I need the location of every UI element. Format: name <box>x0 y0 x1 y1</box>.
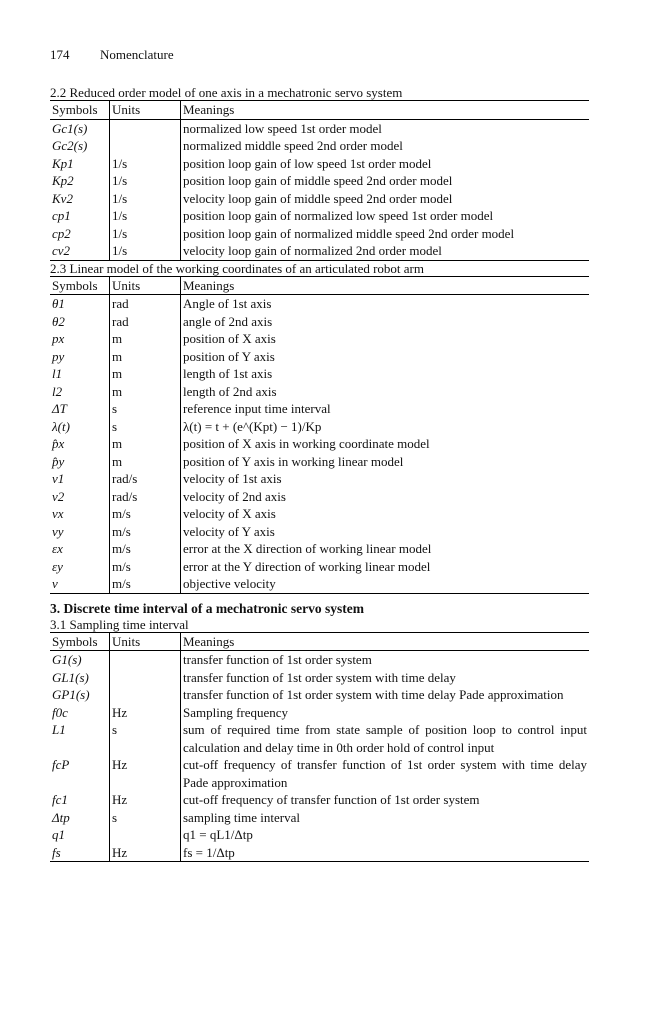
unit-cell: Hz <box>110 791 181 809</box>
symbol-cell: fs <box>50 844 110 862</box>
unit-cell: Hz <box>110 844 181 862</box>
meaning-cell: fs = 1/Δtp <box>183 844 235 860</box>
meaning-cell: transfer function of 1st order system with time delay Pade approximation <box>183 687 564 702</box>
column-header: Symbols <box>50 632 110 651</box>
symbol-cell: vy <box>50 523 110 541</box>
meaning-cell: velocity loop gain of normalized 2nd order model <box>183 243 442 258</box>
table-row <box>50 523 589 541</box>
symbol-cell: v <box>50 575 110 593</box>
unit-cell: rad <box>110 313 181 331</box>
table-row <box>50 225 589 243</box>
table-row <box>50 453 589 471</box>
symbol-cell: Gc1(s) <box>50 119 110 137</box>
symbol-cell: f0c <box>50 704 110 722</box>
unit-cell: 1/s <box>110 155 181 173</box>
table-row <box>50 721 589 756</box>
unit-cell: m/s <box>110 523 181 541</box>
symbol-cell: py <box>50 348 110 366</box>
page-header <box>50 47 174 63</box>
meaning-cell: reference input time interval <box>183 401 331 416</box>
meaning-cell: sampling time interval <box>183 809 300 825</box>
table-row <box>50 348 589 366</box>
unit-cell: m <box>110 365 181 383</box>
symbol-cell: p̂x <box>50 435 110 453</box>
column-header: Meanings <box>181 276 590 295</box>
table-row <box>50 119 589 137</box>
symbol-cell: G1(s) <box>50 651 110 669</box>
column-header: Meanings <box>181 632 590 651</box>
table-row <box>50 383 589 401</box>
table-row <box>50 365 589 383</box>
unit-cell: rad/s <box>110 470 181 488</box>
meaning-cell: velocity of 2nd axis <box>183 488 286 504</box>
unit-cell: m <box>110 435 181 453</box>
unit-cell: s <box>110 809 181 827</box>
meaning-cell: position loop gain of low speed 1st order model <box>183 155 432 171</box>
column-header: Units <box>110 101 181 120</box>
table-row <box>50 826 589 844</box>
meaning-cell: normalized middle speed 2nd order model <box>183 138 403 153</box>
unit-cell: m/s <box>110 540 181 558</box>
symbol-cell: Δtp <box>50 809 110 827</box>
table-row <box>50 686 589 704</box>
table-row <box>50 809 589 827</box>
table-header-row <box>50 632 589 651</box>
symbol-cell: θ2 <box>50 313 110 331</box>
symbol-cell: l2 <box>50 383 110 401</box>
nomenclature-table <box>50 100 589 261</box>
column-header: Symbols <box>50 276 110 295</box>
table-header-row <box>50 101 589 120</box>
nomenclature-table <box>50 632 589 863</box>
symbol-cell: v2 <box>50 488 110 506</box>
unit-cell: m <box>110 330 181 348</box>
meaning-cell: position of Y axis in working linear model <box>183 453 404 469</box>
unit-cell: m/s <box>110 558 181 576</box>
meaning-cell: q1 = qL1/Δtp <box>183 827 253 842</box>
nomenclature-table <box>50 276 589 594</box>
table-row <box>50 295 589 313</box>
symbol-cell: cv2 <box>50 242 110 260</box>
symbol-cell: θ1 <box>50 295 110 313</box>
meaning-cell: position loop gain of normalized middle speed 2nd order model <box>183 225 515 241</box>
unit-cell: m/s <box>110 575 181 593</box>
table-row <box>50 756 589 791</box>
meaning-cell: velocity of X axis <box>183 506 276 521</box>
meaning-cell: normalized low speed 1st order model <box>183 120 382 136</box>
table-row <box>50 651 589 669</box>
table-row <box>50 575 589 593</box>
table-row <box>50 418 589 436</box>
meaning-cell: Sampling frequency <box>183 704 289 720</box>
meaning-cell: transfer function of 1st order system with time delay <box>183 669 456 685</box>
meaning-cell: position of X axis <box>183 331 276 346</box>
table-row <box>50 669 589 687</box>
table-row <box>50 704 589 722</box>
symbol-cell: εx <box>50 540 110 558</box>
meaning-cell: velocity loop gain of middle speed 2nd order model <box>183 190 453 206</box>
symbol-cell: fcP <box>50 756 110 791</box>
unit-cell: m <box>110 383 181 401</box>
symbol-cell: cp2 <box>50 225 110 243</box>
table-row <box>50 172 589 190</box>
symbol-cell: fc1 <box>50 791 110 809</box>
chapter-title: 3. Discrete time interval of a mechatronic servo system <box>50 600 365 616</box>
table-row <box>50 155 589 173</box>
symbol-cell: GP1(s) <box>50 686 110 704</box>
unit-cell: Hz <box>110 704 181 722</box>
table-row <box>50 844 589 862</box>
symbol-cell: λ(t) <box>50 418 110 436</box>
section-title: 3.1 Sampling time interval <box>50 616 189 632</box>
column-header: Symbols <box>50 101 110 120</box>
meaning-cell: length of 1st axis <box>183 366 273 381</box>
page-number: 174 <box>50 47 70 62</box>
symbol-cell: GL1(s) <box>50 669 110 687</box>
unit-cell: Hz <box>110 756 181 791</box>
symbol-cell: px <box>50 330 110 348</box>
running-title: Nomenclature <box>100 47 174 62</box>
meaning-cell: position loop gain of normalized low speed 1st order model <box>183 208 494 223</box>
meaning-cell: error at the Y direction of working linear model <box>183 558 431 574</box>
symbol-cell: q1 <box>50 826 110 844</box>
table-row <box>50 190 589 208</box>
unit-cell: m/s <box>110 505 181 523</box>
column-header: Units <box>110 632 181 651</box>
table-header-row <box>50 276 589 295</box>
meaning-cell: velocity of 1st axis <box>183 471 282 486</box>
meaning-cell: length of 2nd axis <box>183 383 277 399</box>
unit-cell: s <box>110 400 181 418</box>
meaning-cell: velocity of Y axis <box>183 523 275 539</box>
symbol-cell: cp1 <box>50 207 110 225</box>
table-row <box>50 791 589 809</box>
meaning-cell: cut-off frequency of transfer function of 1st order system with time delay Pade approximation <box>183 757 587 790</box>
table-row <box>50 242 589 260</box>
symbol-cell: p̂y <box>50 453 110 471</box>
symbol-cell: ΔT <box>50 400 110 418</box>
unit-cell <box>110 651 181 669</box>
unit-cell: s <box>110 721 181 756</box>
unit-cell <box>110 669 181 687</box>
symbol-cell: l1 <box>50 365 110 383</box>
symbol-cell: v1 <box>50 470 110 488</box>
table-row <box>50 330 589 348</box>
unit-cell: 1/s <box>110 172 181 190</box>
symbol-cell: Kp2 <box>50 172 110 190</box>
unit-cell: 1/s <box>110 242 181 260</box>
symbol-cell: Kp1 <box>50 155 110 173</box>
column-header: Units <box>110 276 181 295</box>
table-row <box>50 488 589 506</box>
table-row <box>50 558 589 576</box>
nomenclature-content <box>50 85 589 862</box>
symbol-cell: L1 <box>50 721 110 756</box>
unit-cell: rad <box>110 295 181 313</box>
symbol-cell: vx <box>50 505 110 523</box>
meaning-cell: objective velocity <box>183 576 276 591</box>
unit-cell: m <box>110 453 181 471</box>
unit-cell: 1/s <box>110 190 181 208</box>
section-title: 2.3 Linear model of the working coordinates of an articulated robot arm <box>50 260 424 276</box>
table-row <box>50 470 589 488</box>
unit-cell: 1/s <box>110 207 181 225</box>
meaning-cell: λ(t) = t + (e^(Kpt) − 1)/Kp <box>183 418 322 434</box>
unit-cell: rad/s <box>110 488 181 506</box>
meaning-cell: transfer function of 1st order system <box>183 652 372 667</box>
symbol-cell: Kv2 <box>50 190 110 208</box>
column-header: Meanings <box>181 101 590 120</box>
symbol-cell: εy <box>50 558 110 576</box>
table-row <box>50 207 589 225</box>
table-row <box>50 505 589 523</box>
unit-cell <box>110 686 181 704</box>
table-row <box>50 540 589 558</box>
unit-cell <box>110 119 181 137</box>
meaning-cell: sum of required time from state sample of position loop to control input calculation and delay time in 0th order hold of control input <box>183 722 587 755</box>
symbol-cell: Gc2(s) <box>50 137 110 155</box>
unit-cell: m <box>110 348 181 366</box>
meaning-cell: Angle of 1st axis <box>183 296 272 311</box>
table-row <box>50 400 589 418</box>
meaning-cell: angle of 2nd axis <box>183 313 273 329</box>
meaning-cell: position of Y axis <box>183 348 275 364</box>
unit-cell: s <box>110 418 181 436</box>
meaning-cell: position of X axis in working coordinate model <box>183 436 430 451</box>
meaning-cell: cut-off frequency of transfer function of 1st order system <box>183 792 480 807</box>
meaning-cell: error at the X direction of working linear model <box>183 541 432 556</box>
table-row <box>50 313 589 331</box>
unit-cell <box>110 137 181 155</box>
unit-cell <box>110 826 181 844</box>
table-row <box>50 435 589 453</box>
table-row <box>50 137 589 155</box>
meaning-cell: position loop gain of middle speed 2nd order model <box>183 173 453 188</box>
section-title: 2.2 Reduced order model of one axis in a mechatronic servo system <box>50 85 403 100</box>
unit-cell: 1/s <box>110 225 181 243</box>
